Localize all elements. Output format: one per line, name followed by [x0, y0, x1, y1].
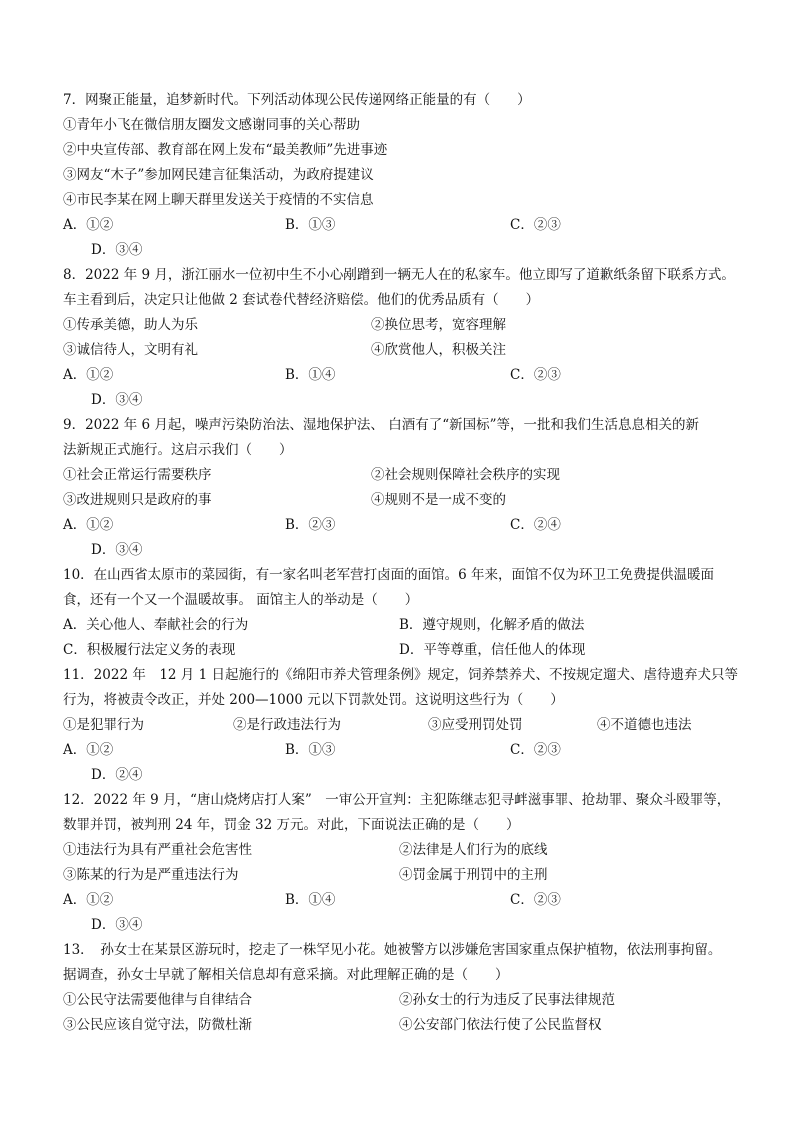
options-row [63, 513, 743, 538]
exam-page [63, 88, 743, 1038]
statements-row [63, 713, 743, 738]
option-c[interactable]: C．②③ [510, 742, 561, 758]
options-row [63, 738, 743, 763]
option-d[interactable]: D．③④ [91, 542, 143, 558]
option-a[interactable]: A．①② [63, 742, 114, 758]
statement: ③改进规则只是政府的事 [63, 492, 212, 508]
question-stem: 8．2022 年 9 月，浙江丽水一位初中生不小心剐蹭到一辆无人在的私家车。他立即写了道歉纸条留下联系方式。 [63, 267, 735, 283]
statements-row [63, 488, 743, 513]
question-7 [63, 88, 743, 263]
option-d[interactable]: D．③④ [91, 242, 143, 258]
option-b[interactable]: B．①③ [285, 217, 336, 233]
option-a[interactable]: A．①② [63, 892, 114, 908]
statement: ④市民李某在网上聊天群里发送关于疫情的不实信息 [63, 192, 374, 208]
statement: ②社会规则保障社会秩序的实现 [371, 467, 560, 483]
statement: ③诚信待人，文明有礼 [63, 342, 198, 358]
option-c[interactable]: C．②③ [510, 217, 561, 233]
statements-row [63, 988, 743, 1013]
statement: ②换位思考，宽容理解 [371, 317, 506, 333]
statement: ①青年小飞在微信朋友圈发文感谢同事的关心帮助 [63, 117, 360, 133]
option-b[interactable]: B．①④ [285, 892, 336, 908]
statement: ①公民守法需要他律与自律结合 [63, 992, 252, 1008]
question-8 [63, 263, 743, 413]
question-stem: 12．2022 年 9 月，“唐山烧烤店打人案” 一审公开宣判：主犯陈继志犯寻衅滋事罪、抢劫罪、聚众斗殴罪等， [63, 792, 731, 808]
statement: ①违法行为具有严重社会危害性 [63, 842, 252, 858]
question-stem: 13． 孙女士在某景区游玩时，挖走了一株罕见小花。她被警方以涉嫌危害国家重点保护植物，依法刑事拘留。 [63, 942, 722, 958]
statement: ④规则不是一成不变的 [371, 492, 506, 508]
statement: ①社会正常运行需要秩序 [63, 467, 212, 483]
statement: ④欣赏他人，积极关注 [371, 342, 506, 358]
option-c[interactable]: C．②③ [510, 367, 561, 383]
option-a[interactable]: A．①② [63, 217, 114, 233]
statement: ③应受刑罚处罚 [428, 717, 523, 733]
statement: ②孙女士的行为违反了民事法律规范 [399, 992, 615, 1008]
statement: ③陈某的行为是严重违法行为 [63, 867, 239, 883]
statement: ②中央宣传部、教育部在网上发布“最美教师”先进事迹 [63, 142, 388, 158]
statement: ④公安部门依法行使了公民监督权 [399, 1017, 602, 1033]
question-stem: 数罪并罚，被判刑 24 年，罚金 32 万元。对此，下面说法正确的是（ ） [63, 817, 520, 833]
question-13 [63, 938, 743, 1038]
options-row [63, 363, 743, 388]
statements-row [63, 1013, 743, 1038]
option-b[interactable]: B．①③ [285, 742, 336, 758]
question-stem: 车主看到后，决定只让他做 2 套试卷代替经济赔偿。他们的优秀品质有（ ） [63, 292, 540, 308]
question-stem: 据调查，孙女士早就了解相关信息却有意采摘。对此理解正确的是（ ） [63, 967, 509, 983]
statement: ④不道德也违法 [597, 717, 692, 733]
options-row [63, 213, 743, 238]
option-d[interactable]: D．平等尊重，信任他人的体现 [399, 642, 586, 658]
question-12 [63, 788, 743, 938]
statement: ④罚金属于刑罚中的主刑 [399, 867, 548, 883]
option-a[interactable]: A．①② [63, 367, 114, 383]
option-a[interactable]: A．①② [63, 517, 114, 533]
statement: ③网友“木子”参加网民建言征集活动，为政府提建议 [63, 167, 374, 183]
statements-row [63, 838, 743, 863]
statement: ①是犯罪行为 [63, 717, 144, 733]
statements-row [63, 863, 743, 888]
option-c[interactable]: C．积极履行法定义务的表现 [63, 642, 236, 658]
statement: ②法律是人们行为的底线 [399, 842, 548, 858]
option-d[interactable]: D．③④ [91, 392, 143, 408]
options-row [63, 888, 743, 913]
statement: ③公民应该自觉守法，防微杜渐 [63, 1017, 252, 1033]
statements-row [63, 463, 743, 488]
statement: ①传承美德，助人为乐 [63, 317, 198, 333]
statement: ②是行政违法行为 [233, 717, 341, 733]
option-c[interactable]: C．②④ [510, 517, 561, 533]
option-a[interactable]: A．关心他人、奉献社会的行为 [63, 617, 249, 633]
option-b[interactable]: B．遵守规则，化解矛盾的做法 [399, 617, 585, 633]
statements-row [63, 338, 743, 363]
question-stem: 10．在山西省太原市的菜园街，有一家名叫老军营打卤面的面馆。6 年来，面馆不仅为环卫工免费提供温暖面 [63, 567, 715, 583]
option-b[interactable]: B．②③ [285, 517, 336, 533]
question-stem: 食，还有一个又一个温暖故事。 面馆主人的举动是（ ） [63, 592, 419, 608]
question-stem: 行为，将被责令改正，并处 200—1000 元以下罚款处罚。这说明这些行为（ ） [63, 692, 564, 708]
option-d[interactable]: D．③④ [91, 917, 143, 933]
question-11 [63, 663, 743, 788]
question-stem: 9．2022 年 6 月起，噪声污染防治法、湿地保护法、 白酒有了“新国标”等，一批和我们生活息息相关的新 [63, 417, 700, 433]
question-stem: 7．网聚正能量，追梦新时代。下列活动体现公民传递网络正能量的有（ ） [63, 92, 531, 108]
option-b[interactable]: B．①④ [285, 367, 336, 383]
option-d[interactable]: D．②④ [91, 767, 143, 783]
options-row [63, 638, 743, 663]
question-stem: 11．2022 年 12 月 1 日起施行的《绵阳市养犬管理条例》规定，饲养禁养犬、不按规定遛犬、虐待遗弃犬只等 [63, 667, 738, 683]
question-10 [63, 563, 743, 663]
statements-row [63, 313, 743, 338]
question-stem: 法新规正式施行。这启示我们（ ） [63, 442, 293, 458]
question-9 [63, 413, 743, 563]
option-c[interactable]: C．②③ [510, 892, 561, 908]
options-row [63, 613, 743, 638]
